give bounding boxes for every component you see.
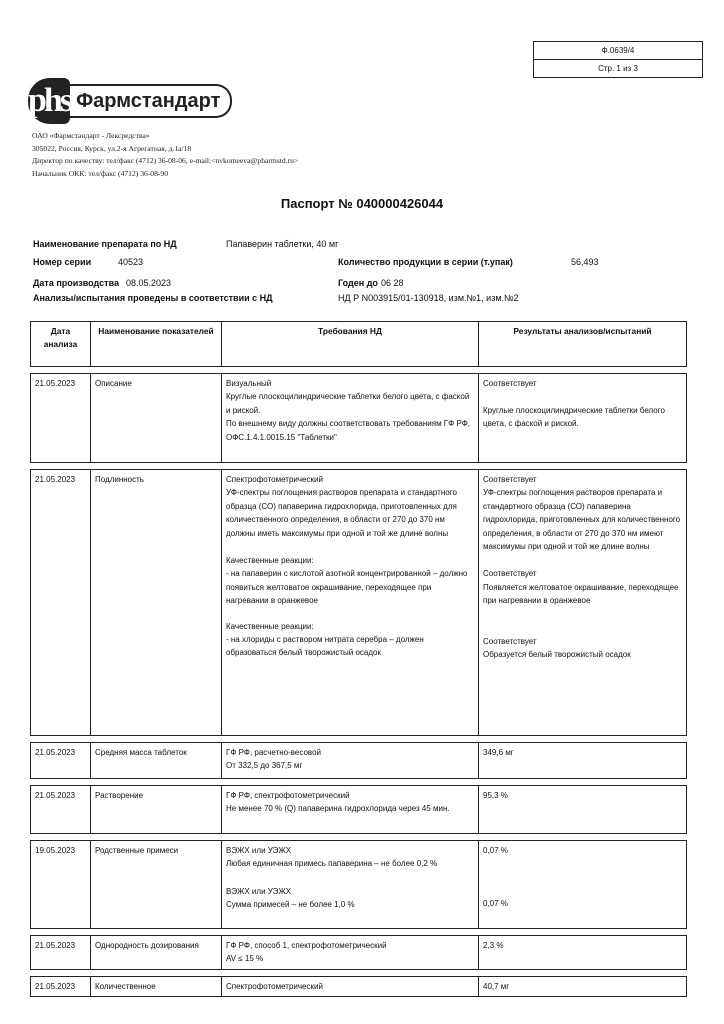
table-row	[31, 976, 687, 996]
table-row	[31, 470, 687, 736]
row-indicator: Подлинность	[91, 470, 222, 736]
row-requirement: Спектрофотометрический УФ-спектры поглощения растворов препарата и стандартного образца (СО) папаверина гидрохлорида, приготовленных для количественного определения, в области от 270 до 370 нм должны иметь максимумы при одной и той же длине волны Качественные реакции: - на папаверин с кислотой азотной концентрированной – должно появиться желтоватое окрашивание, переходящее при нагревании в оранжевое Качественные реакции: - на хлориды с раствором нитрата серебра – должен образоваться белый творожистый осадок	[222, 470, 479, 736]
row-indicator: Количественное	[91, 976, 222, 996]
row-requirement: ГФ РФ, расчетно-весовой От 332,5 до 367,5 мг	[222, 743, 479, 779]
table-row	[31, 743, 687, 779]
row-requirement: ГФ РФ, способ 1, спектрофотометрический AV ≤ 15 %	[222, 936, 479, 970]
row-indicator: Описание	[91, 374, 222, 463]
form-code-box	[533, 41, 703, 78]
row-date: 19.05.2023	[31, 841, 91, 929]
page-number: Стр. 1 из 3	[598, 64, 638, 73]
table-row	[31, 936, 687, 970]
expiry-label: Годен до	[338, 278, 378, 288]
row-result: 349,6 мг	[479, 743, 687, 779]
organization-info	[32, 130, 298, 180]
row-requirement: Визуальный Круглые плоскоцилиндрические таблетки белого цвета, с фаской и риской. По внешнему виду должны соответствовать требованиям ГФ РФ, ОФС.1.4.1.0015.15 "Таблетки"	[222, 374, 479, 463]
org-quality-director: Директор по качеству: тел/факс (4712) 36-08-06, e-mail:<nvkomeeva@pharmstd.ru>	[32, 156, 299, 165]
logo-mark: phs	[28, 78, 70, 124]
header-results: Результаты анализов/испытаний	[479, 322, 687, 367]
drug-value: Папаверин таблетки, 40 мг	[226, 239, 339, 249]
row-date: 21.05.2023	[31, 936, 91, 970]
row-date: 21.05.2023	[31, 743, 91, 779]
row-requirement: ВЭЖХ или УЭЖХ Любая единичная примесь папаверина – не более 0,2 % ВЭЖХ или УЭЖХ Сумма примесей – не более 1,0 %	[222, 841, 479, 929]
series-value: 40523	[118, 257, 144, 267]
company-logo	[28, 78, 230, 124]
org-name: ОАО «Фармстандарт - Лексредства»	[32, 131, 150, 140]
production-date-value: 08.05.2023	[126, 278, 172, 288]
row-requirement: ГФ РФ, спектрофотометрический Не менее 70 % (Q) папаверина гидрохлорида через 45 мин.	[222, 786, 479, 834]
series-label: Номер серии	[33, 257, 92, 267]
row-requirement: Спектрофотометрический	[222, 976, 479, 996]
header-date: Дата анализа	[31, 322, 91, 367]
nd-label: Анализы/испытания проведены в соответствии с НД	[33, 293, 273, 303]
org-address: 305022, Россия, Курск, ул.2-я Агрегатная, д.1а/18	[32, 143, 192, 153]
table-row	[31, 786, 687, 834]
production-date-label: Дата производства	[33, 278, 119, 288]
row-date: 21.05.2023	[31, 470, 91, 736]
row-result: 95,3 %	[479, 786, 687, 834]
row-indicator: Растворение	[91, 786, 222, 834]
drug-label: Наименование препарата по НД	[33, 239, 177, 249]
quantity-label: Количество продукции в серии (т.упак)	[338, 257, 513, 267]
row-date: 21.05.2023	[31, 976, 91, 996]
row-result: Соответствует Круглые плоскоцилиндрические таблетки белого цвета, с фаской и риской.	[479, 374, 687, 463]
org-okk-head: Начальник ОКК: тел/факс (4712) 36-08-90	[32, 168, 169, 178]
logo-name: Фармстандарт	[70, 84, 232, 118]
row-result: Соответствует УФ-спектры поглощения растворов препарата и стандартного образца (СО) папаверина гидрохлорида, приготовленных для количественного определения, в области от 270 до 370 нм имеют максимумы при одной и той же длине волны Соответствует Появляется желтоватое окрашивание, переходящее при нагревании в оранжевое Соответствует Образуется белый творожистый осадок	[479, 470, 687, 736]
row-date: 21.05.2023	[31, 374, 91, 463]
form-code: Ф.0639/4	[534, 42, 702, 60]
expiry-value: 06 28	[381, 278, 404, 288]
row-indicator: Родственные примеси	[91, 841, 222, 929]
header-requirements: Требования НД	[222, 322, 479, 367]
row-result: 40,7 мг	[479, 976, 687, 996]
results-table	[30, 321, 687, 997]
row-indicator: Средняя масса таблеток	[91, 743, 222, 779]
row-result: 2,3 %	[479, 936, 687, 970]
quantity-value: 56,493	[571, 257, 599, 267]
table-row	[31, 841, 687, 929]
header-indicator: Наименование показателей	[91, 322, 222, 367]
table-row	[31, 374, 687, 463]
row-date: 21.05.2023	[31, 786, 91, 834]
nd-value: НД Р N003915/01-130918, изм.№1, изм.№2	[338, 293, 519, 303]
row-indicator: Однородность дозирования	[91, 936, 222, 970]
page-title: Паспорт № 040000426044	[280, 196, 444, 211]
row-result: 0,07 % 0,07 %	[479, 841, 687, 929]
